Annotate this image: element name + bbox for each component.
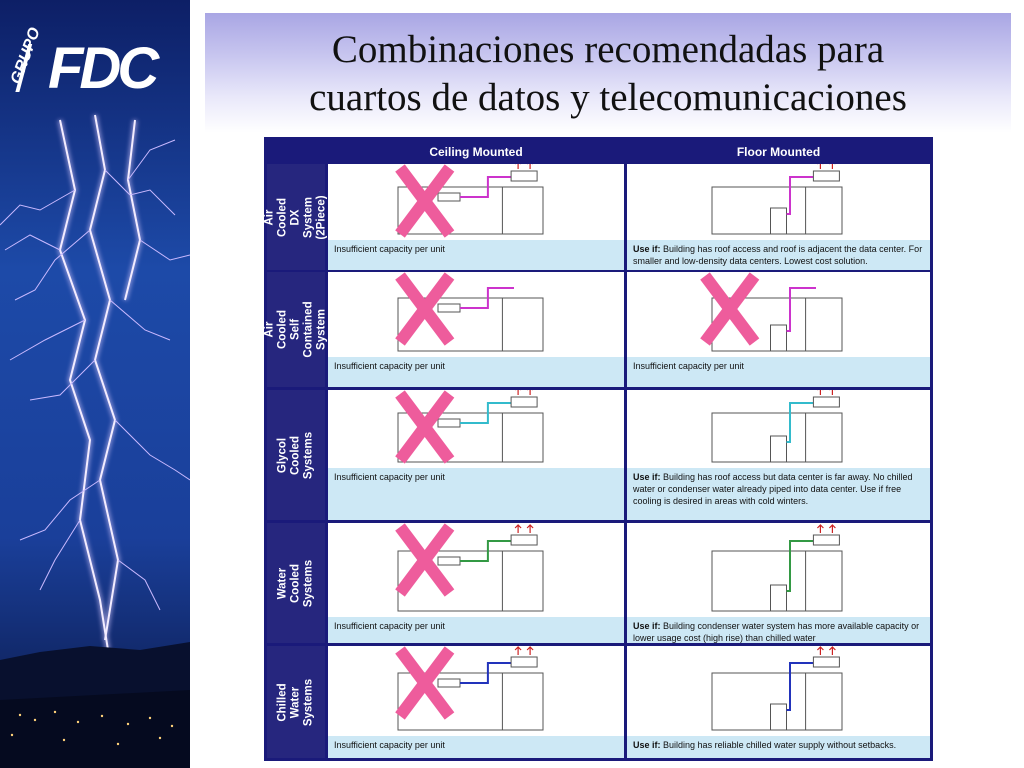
row-label-text: Air Cooled Self Contained System — [263, 301, 328, 358]
cell-caption — [627, 736, 930, 758]
floor-unit — [771, 436, 787, 462]
caption-text: Insufficient capacity per unit — [633, 361, 744, 371]
up-arrow-icon — [527, 525, 533, 533]
matrix-cell-floor — [627, 390, 930, 520]
row-label — [267, 523, 325, 643]
matrix-cell-ceiling — [328, 272, 624, 387]
title-line-2: cuartos de datos y telecomunicaciones — [309, 76, 907, 119]
up-arrow-icon — [817, 164, 823, 169]
cell-caption — [328, 357, 624, 387]
row-label — [267, 390, 325, 520]
system-diagram — [627, 272, 930, 357]
caption-prefix: Use if: — [633, 740, 661, 750]
caption-text: Insufficient capacity per unit — [334, 740, 445, 750]
row-label-text: Glycol Cooled Systems — [276, 431, 315, 479]
up-arrow-icon — [515, 647, 521, 655]
system-diagram — [627, 523, 930, 617]
caption-text: Insufficient capacity per unit — [334, 244, 445, 254]
system-diagram — [328, 164, 624, 240]
matrix-cell-floor — [627, 164, 930, 270]
floor-unit — [771, 704, 787, 730]
system-diagram — [328, 272, 624, 357]
ceiling-unit — [438, 193, 460, 201]
caption-text: Insufficient capacity per unit — [334, 361, 445, 371]
cell-caption — [627, 468, 930, 520]
matrix-cell-floor — [627, 272, 930, 387]
up-arrow-icon — [817, 525, 823, 533]
up-arrow-icon — [817, 647, 823, 655]
cell-caption — [328, 240, 624, 270]
cell-caption — [328, 468, 624, 520]
column-header-floor: Floor Mounted — [736, 145, 821, 159]
row-label-text: Chilled Water Systems — [276, 678, 315, 726]
refrigerant-pipe — [787, 288, 817, 331]
matrix-cell-ceiling — [328, 523, 624, 643]
system-diagram — [627, 390, 930, 468]
rooftop-unit — [813, 171, 839, 181]
rooftop-unit — [511, 397, 537, 407]
caption-text: Building has roof access but data center is far away. No chilled water or condenser water already piped into data center. Use if free cooling is desired in areas with cold winters. — [633, 472, 913, 506]
matrix-cell-ceiling — [328, 164, 624, 270]
lightning-photo — [0, 0, 190, 768]
up-arrow-icon — [829, 164, 835, 169]
rooftop-unit — [511, 171, 537, 181]
up-arrow-icon — [817, 390, 823, 395]
refrigerant-pipe — [787, 541, 817, 591]
matrix-cell-ceiling — [328, 390, 624, 520]
up-arrow-icon — [515, 164, 521, 169]
up-arrow-icon — [829, 647, 835, 655]
floor-unit — [771, 325, 787, 351]
up-arrow-icon — [527, 390, 533, 395]
up-arrow-icon — [829, 390, 835, 395]
sidebar-lightning-image — [0, 0, 190, 768]
row-label-text: Water Cooled Systems — [276, 559, 315, 607]
matrix-cell-floor — [627, 523, 930, 643]
system-diagram — [328, 646, 624, 736]
system-diagram — [627, 164, 930, 240]
ceiling-unit — [438, 557, 460, 565]
system-diagram — [328, 523, 624, 617]
rooftop-unit — [813, 657, 839, 667]
row-label-text: Air Cooled DX System (2Piece) — [263, 194, 328, 240]
caption-prefix: Use if: — [633, 244, 661, 254]
refrigerant-pipe — [787, 663, 817, 710]
up-arrow-icon — [515, 525, 521, 533]
rooftop-unit — [813, 397, 839, 407]
logo-brand-text: FDC — [48, 36, 156, 101]
rooftop-unit — [813, 535, 839, 545]
caption-text: Insufficient capacity per unit — [334, 472, 445, 482]
refrigerant-pipe — [787, 403, 817, 442]
up-arrow-icon — [527, 647, 533, 655]
system-diagram — [627, 646, 930, 736]
matrix-cell-ceiling — [328, 646, 624, 758]
caption-text: Building has reliable chilled water supply without setbacks. — [663, 740, 897, 750]
caption-text: Insufficient capacity per unit — [334, 621, 445, 631]
cell-caption — [328, 617, 624, 643]
column-header-ceiling: Ceiling Mounted — [429, 145, 523, 159]
ceiling-unit — [438, 679, 460, 687]
cell-caption — [627, 617, 930, 643]
cell-caption — [627, 357, 930, 387]
caption-text: Building has roof access and roof is adjacent the data center. For smaller and low-density data centers. Lowest cost solution. — [633, 244, 923, 266]
cooling-options-matrix — [264, 137, 933, 761]
refrigerant-pipe — [787, 177, 817, 214]
title-line-1: Combinaciones recomendadas para — [331, 28, 885, 71]
system-diagram — [328, 390, 624, 468]
row-label — [263, 164, 328, 270]
matrix-cell-floor — [627, 646, 930, 758]
rooftop-unit — [511, 657, 537, 667]
ceiling-unit — [438, 304, 460, 312]
up-arrow-icon — [527, 164, 533, 169]
cell-caption — [627, 240, 930, 270]
ceiling-unit — [438, 419, 460, 427]
page-title — [205, 26, 1011, 122]
up-arrow-icon — [829, 525, 835, 533]
caption-text: Building condenser water system has more available capacity or lower usage cost (high rise) than chilled water — [633, 621, 920, 643]
caption-prefix: Use if: — [633, 621, 661, 631]
floor-unit — [771, 208, 787, 234]
caption-prefix: Use if: — [633, 472, 661, 482]
up-arrow-icon — [515, 390, 521, 395]
cell-caption — [328, 736, 624, 758]
floor-unit — [771, 585, 787, 611]
rooftop-unit — [511, 535, 537, 545]
row-label — [263, 272, 328, 387]
row-label — [267, 646, 325, 758]
